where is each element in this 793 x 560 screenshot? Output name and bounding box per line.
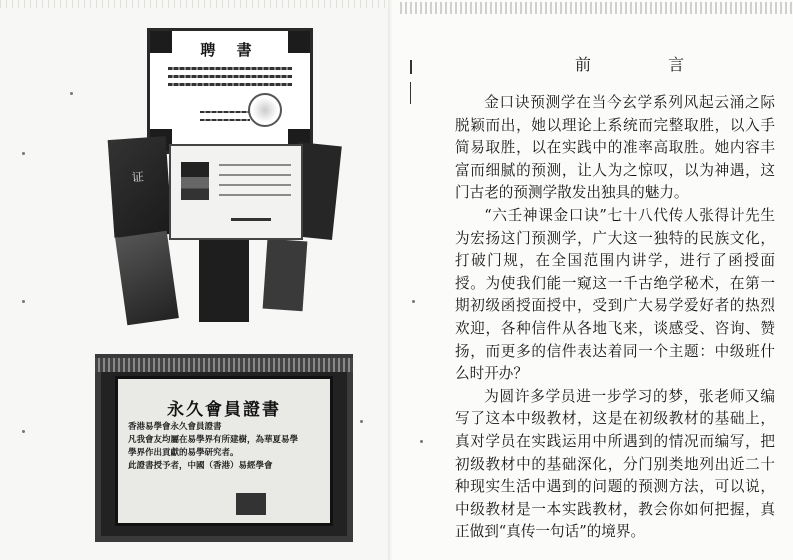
portrait-photo	[181, 162, 209, 200]
paragraph: 金口诀预测学在当今玄学系列风起云涌之际脱颖而出，她以理论上系统而完整取胜，以入手简易取胜，以在实践中的准率高取胜。她内容丰富而细腻的预测，让人为之惊叹，以为神遇，这门古老的预测学散发出独具的魅力。	[455, 94, 775, 202]
id-card-line	[219, 194, 291, 196]
margin-mark	[410, 60, 412, 74]
scan-speck	[412, 300, 415, 303]
membership-certificate-title: 永久會員證書	[167, 400, 281, 420]
signature-mark	[231, 218, 271, 221]
certificate-paper	[115, 376, 333, 526]
certificate-text-line	[168, 67, 292, 70]
red-seal-icon	[248, 93, 282, 127]
certificate-booklet: 证	[108, 136, 173, 238]
id-card	[169, 144, 303, 240]
scan-artifact-top-left	[0, 0, 392, 8]
paragraph: “六壬神课金口诀”七十八代传人张得计先生为宏扬这门预测学，广大这一独特的民族文化，打破门规，在全国范围内讲学，进行了函授面授。为使我们能一窥这一千古绝学秘术，在第一期初级函授面授中，受到广大易学爱好者的热烈欢迎，各种信件从各地飞来，谈感受、咨询、赞扬，而更多的信件表达着同一个主题：中级班什么时开办？	[455, 206, 775, 383]
left-page	[0, 0, 392, 560]
certificate-booklet	[263, 239, 308, 312]
scan-speck	[22, 300, 25, 303]
preface-body	[455, 92, 775, 544]
id-card-line	[219, 184, 291, 186]
appointment-certificate	[147, 28, 313, 154]
frame-border	[95, 358, 353, 372]
margin-mark	[410, 82, 411, 104]
stamp-icon	[236, 493, 266, 515]
framed-membership-certificate	[95, 354, 353, 542]
membership-certificate-text: 香港易學會永久會員證書 凡我會友均屬在易學界有所建樹，為華夏易學 學界作出貢獻的易學研究者。 此證書授予者，中國（香港）易經學會	[128, 422, 299, 471]
id-card-line	[219, 174, 291, 176]
scan-artifact-top-right	[400, 2, 793, 14]
certificate-text-line	[168, 75, 292, 78]
certificate-text-line	[200, 111, 250, 113]
scan-speck	[360, 420, 363, 423]
id-card-line	[219, 164, 291, 166]
certificate-title: 聘 書	[200, 41, 260, 59]
page-title: 前 言	[575, 55, 721, 74]
paragraph: 为圆许多学员进一步学习的梦，张老师又编写了这本中级教材，这是在初级教材的基础上，真对学员在实践运用中所遇到的情况而编写，把初级教材中的基础深化，分门别类地列出近二十种现实生活中遇到的问题的预测方法，可以说，中级教材是一本实践教材，教会你如何把握，真正做到“真传一句话”的境界。	[455, 387, 775, 541]
certificate-booklet	[199, 238, 249, 322]
certificate-booklet	[115, 231, 179, 325]
certificate-text-line	[168, 83, 292, 86]
scan-speck	[420, 440, 423, 443]
scan-speck	[70, 92, 73, 95]
certificates-photo	[95, 12, 340, 330]
scan-speck	[22, 152, 25, 155]
certificate-text-line	[200, 119, 250, 121]
scan-speck	[22, 430, 25, 433]
